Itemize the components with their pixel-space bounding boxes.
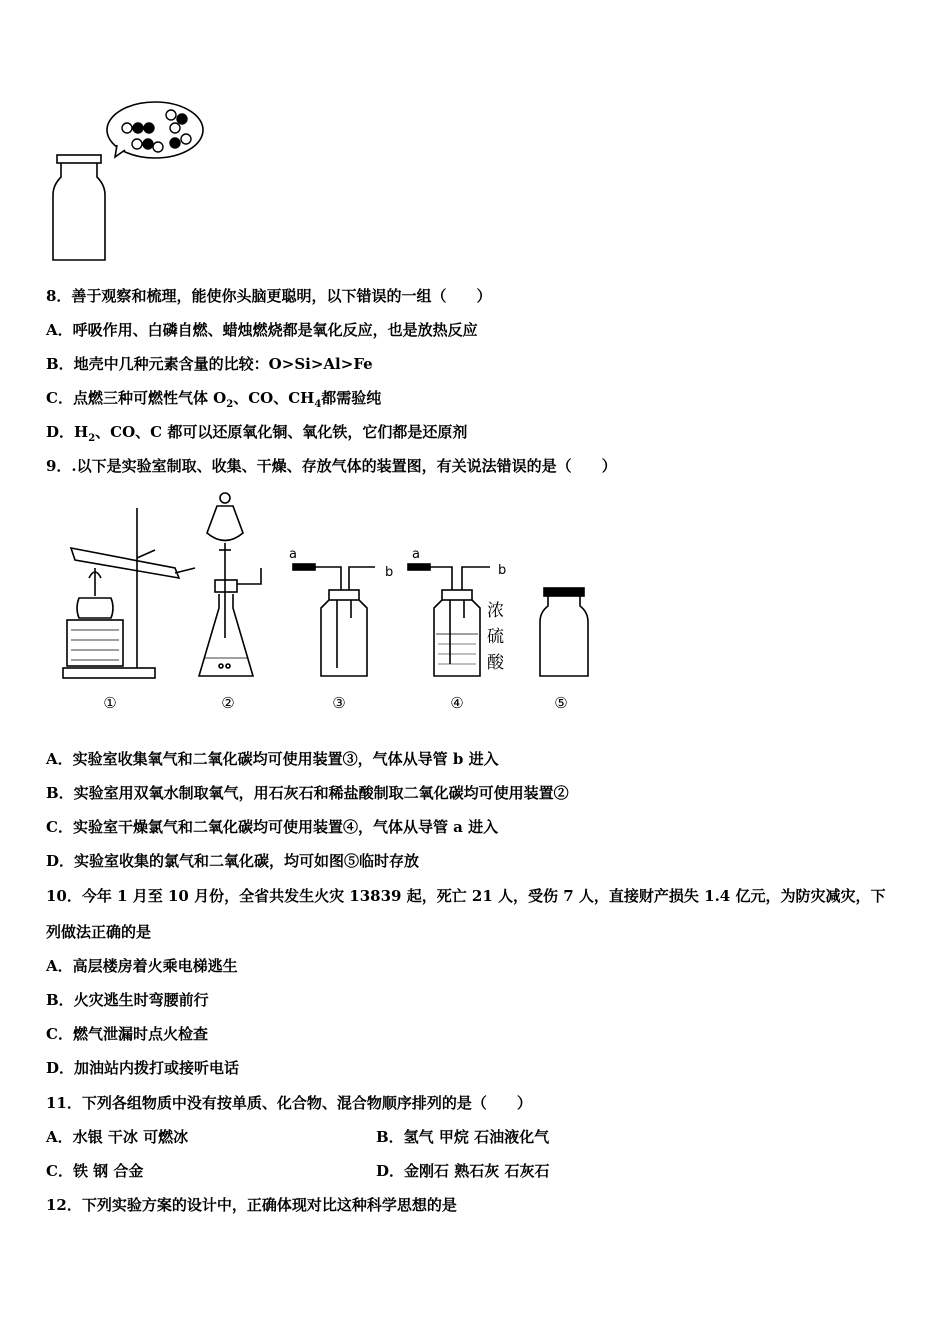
q9-option-c[interactable]: C．实验室干燥氯气和二氧化碳均可使用装置④，气体从导管 a 进入	[46, 818, 499, 836]
q8-option-d[interactable]	[46, 422, 467, 449]
q9-apparatus-figure	[55, 488, 615, 718]
q10-option-d[interactable]: D．加油站内拨打或接听电话	[46, 1059, 240, 1077]
q10-option-b[interactable]: B．火灾逃生时弯腰前行	[46, 991, 209, 1009]
apparatus-1-heating-tube-icon	[63, 508, 195, 678]
apparatus-2-flask-funnel-icon	[199, 493, 261, 676]
q8-option-c[interactable]	[46, 388, 381, 415]
q11-stem: 11．下列各组物质中没有按单质、化合物、混合物顺序排列的是（ ）	[46, 1094, 532, 1112]
apparatus-label-2: ②	[221, 694, 235, 712]
q10-stem-line2: 列做法正确的是	[46, 923, 152, 941]
q9-option-b[interactable]: B．实验室用双氧水制取氧气，用石灰石和稀盐酸制取二氧化碳均可使用装置②	[46, 784, 569, 802]
q8-d-sub: 2	[88, 433, 96, 444]
q8-c-post: 都需验纯	[321, 389, 382, 407]
apparatus-4-pipe-a: a	[412, 547, 420, 562]
q10-option-c[interactable]: C．燃气泄漏时点火检查	[46, 1025, 208, 1043]
apparatus-4-pipe-b: b	[498, 563, 507, 578]
q8-option-b[interactable]: B．地壳中几种元素含量的比较：O>Si>Al>Fe	[46, 355, 373, 373]
q8-stem: 8．善于观察和梳理，能使你头脑更聪明，以下错误的一组（ ）	[46, 287, 492, 305]
q11-option-b[interactable]: B．氢气 甲烷 石油液化气	[376, 1128, 550, 1146]
q10-stem-line1: 10．今年 1 月至 10 月份，全省共发生火灾 13839 起，死亡 21 人，受伤 7 人，直接财产损失 1.4 亿元，为防灾减灾，下	[46, 887, 886, 905]
apparatus-3-pipe-b: b	[385, 565, 394, 580]
gas-bottle-figure	[45, 95, 245, 275]
q8-c-mid: 、CO、CH	[233, 389, 315, 407]
q8-d-post: 、CO、C 都可以还原氧化铜、氧化铁，它们都是还原剂	[95, 423, 468, 441]
q9-option-a[interactable]: A．实验室收集氧气和二氧化碳均可使用装置③，气体从导管 b 进入	[46, 750, 499, 768]
q8-d-pre: D．H	[46, 423, 89, 441]
acid-label-3: 酸	[487, 653, 504, 673]
q8-c-sub1: 2	[226, 399, 234, 410]
q11-option-d[interactable]: D．金刚石 熟石灰 石灰石	[376, 1162, 550, 1180]
molecule-dots	[122, 110, 191, 152]
apparatus-4-washing-bottle-icon	[408, 564, 490, 676]
acid-label-2: 硫	[487, 627, 504, 647]
q9-option-d[interactable]: D．实验室收集的氯气和二氧化碳，均可如图⑤临时存放	[46, 852, 420, 870]
q11-option-c[interactable]: C．铁 钢 合金	[46, 1162, 144, 1180]
q8-c-sub2: 4	[314, 399, 322, 410]
apparatus-5-storage-bottle-icon	[540, 588, 588, 676]
q12-stem: 12．下列实验方案的设计中，正确体现对比这种科学思想的是	[46, 1196, 457, 1214]
q11-option-a[interactable]: A．水银 干冰 可燃冰	[46, 1128, 189, 1146]
apparatus-label-1: ①	[103, 694, 117, 712]
apparatus-3-gas-bottle-icon	[293, 564, 375, 676]
q10-option-a[interactable]: A．高层楼房着火乘电梯逃生	[46, 957, 238, 975]
apparatus-label-3: ③	[332, 694, 346, 712]
acid-label-1: 浓	[487, 601, 504, 621]
q9-stem: 9．.以下是实验室制取、收集、干燥、存放气体的装置图，有关说法错误的是（ ）	[46, 457, 617, 475]
apparatus-label-4: ④	[450, 694, 464, 712]
apparatus-label-5: ⑤	[554, 694, 568, 712]
q8-option-a[interactable]: A．呼吸作用、白磷自燃、蜡烛燃烧都是氧化反应，也是放热反应	[46, 321, 478, 339]
apparatus-3-pipe-a: a	[289, 547, 297, 562]
q8-c-pre: C．点燃三种可燃性气体 O	[46, 389, 227, 407]
